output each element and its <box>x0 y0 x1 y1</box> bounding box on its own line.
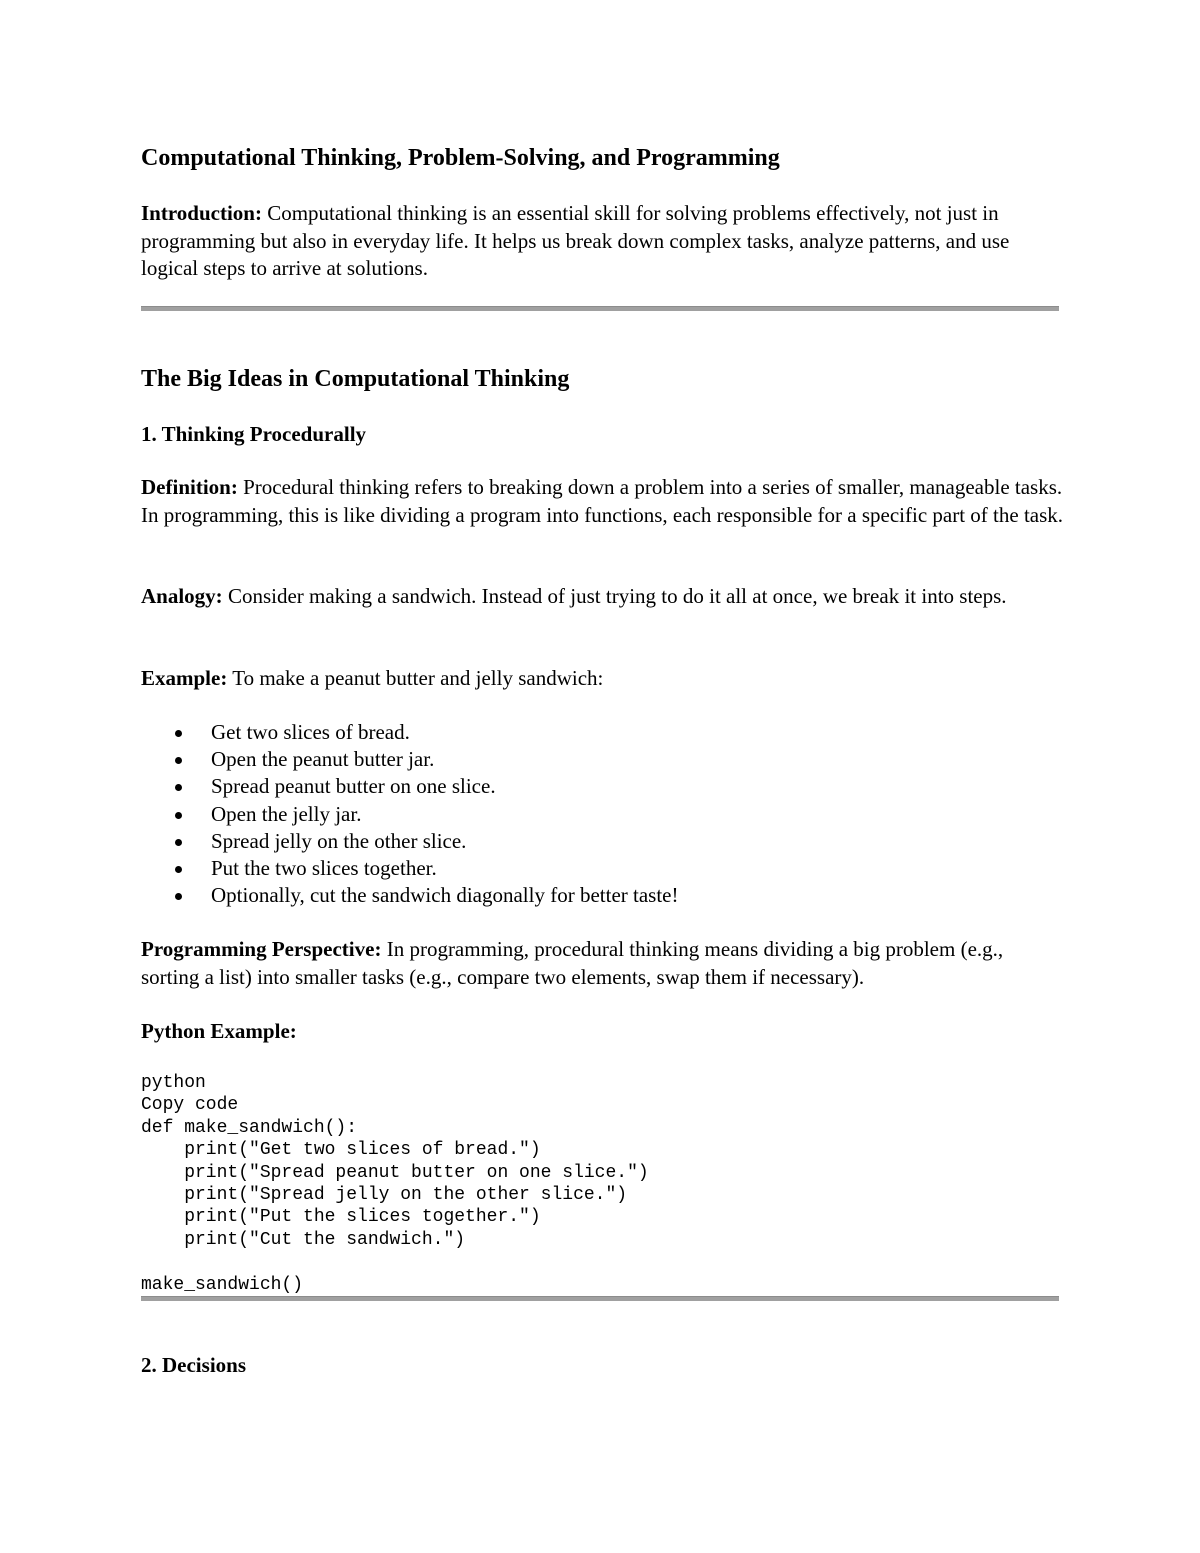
list-item <box>141 801 679 828</box>
list-item-text: Put the two slices together. <box>211 856 437 881</box>
horizontal-rule <box>141 1296 1059 1301</box>
list-item-text: Spread jelly on the other slice. <box>211 828 467 853</box>
bullet-icon <box>175 757 182 764</box>
perspective-paragraph <box>141 936 1066 991</box>
bullet-icon <box>175 866 182 873</box>
bullet-icon <box>175 893 182 900</box>
list-item <box>141 746 679 773</box>
example-label: Example: <box>141 666 228 690</box>
list-item <box>141 719 679 746</box>
analogy-label: Analogy: <box>141 584 223 608</box>
bullet-icon <box>175 784 182 791</box>
subsection-heading-procedural: 1. Thinking Procedurally <box>141 422 367 446</box>
subsection-heading-decisions: 2. Decisions <box>141 1353 246 1377</box>
list-item <box>141 773 679 800</box>
definition-paragraph <box>141 474 1066 529</box>
document-title: Computational Thinking, Problem-Solving, and Programming <box>141 145 780 171</box>
list-item-text: Open the jelly jar. <box>211 801 362 826</box>
intro-paragraph <box>141 200 1066 283</box>
python-example-heading: Python Example: <box>141 1019 297 1043</box>
list-item-text: Open the peanut butter jar. <box>211 747 435 772</box>
bullet-icon <box>175 812 182 819</box>
example-text: To make a peanut butter and jelly sandwich: <box>232 666 604 690</box>
perspective-text: In programming, procedural thinking means dividing a big problem (e.g., sorting a list) into smaller tasks (e.g., compare two elements, swap them if necessary). <box>141 937 1004 989</box>
intro-text: Computational thinking is an essential skill for solving problems effectively, not just in programming but also in everyday life. It helps us break down complex tasks, analyze patterns, and use logical steps to arrive at solutions. <box>141 201 1010 280</box>
sandwich-steps-list <box>141 719 679 909</box>
list-item <box>141 828 679 855</box>
intro-label: Introduction: <box>141 201 262 225</box>
definition-label: Definition: <box>141 475 238 499</box>
code-block: python Copy code def make_sandwich(): print("Get two slices of bread.") print("Spread peanut butter on one slice.") print("Spread jelly on the other slice.") print("Put the slices together.") print("Cut the sandwich.") make_sandwich() <box>141 1073 649 1295</box>
bullet-icon <box>175 839 182 846</box>
list-item-text: Spread peanut butter on one slice. <box>211 774 496 799</box>
list-item-text: Get two slices of bread. <box>211 720 410 744</box>
horizontal-rule <box>141 306 1059 311</box>
analogy-text: Consider making a sandwich. Instead of just trying to do it all at once, we break it into steps. <box>227 584 1007 608</box>
section-heading: The Big Ideas in Computational Thinking <box>141 366 570 392</box>
analogy-paragraph <box>141 583 1066 611</box>
list-item <box>141 855 679 882</box>
definition-text: Procedural thinking refers to breaking down a problem into a series of smaller, manageable tasks. In programming, this is like dividing a program into functions, each responsible for a specific part of the task. <box>141 475 1064 527</box>
bullet-icon <box>175 730 182 737</box>
perspective-label: Programming Perspective: <box>141 937 382 961</box>
list-item-text: Optionally, cut the sandwich diagonally for better taste! <box>211 883 679 908</box>
list-item <box>141 882 679 909</box>
example-paragraph <box>141 665 1066 693</box>
